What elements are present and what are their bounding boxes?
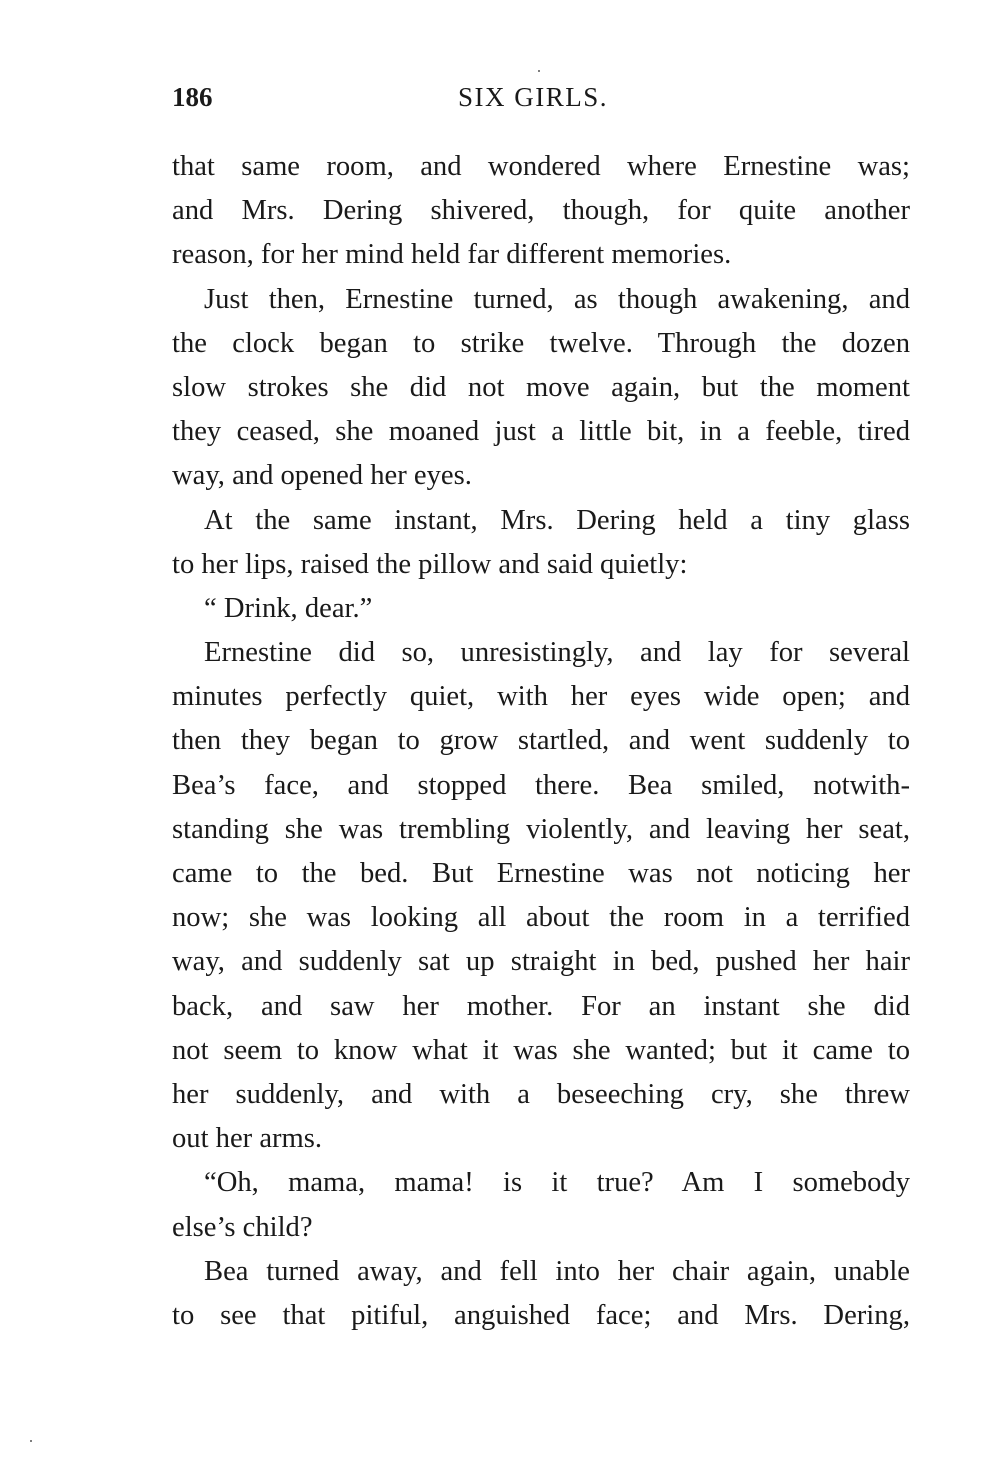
text-line: Bea turned away, and fell into her chair again, unable <box>204 1255 910 1287</box>
text-line: they ceased, she moaned just a little bit, in a feeble, tired <box>172 416 910 448</box>
text-line: back, and saw her mother. For an instant she did <box>172 990 910 1022</box>
text-line: not seem to know what it was she wanted; but it came to <box>172 1034 910 1066</box>
page-header <box>172 82 912 118</box>
text-line: Bea’s face, and stopped there. Bea smiled, notwith- <box>172 769 910 801</box>
text-line: came to the bed. But Ernestine was not noticing her <box>172 858 910 889</box>
scan-speck <box>538 70 540 72</box>
text-line: At the same instant, Mrs. Dering held a tiny glass <box>204 504 910 536</box>
text-line: slow strokes she did not move again, but the moment <box>172 371 910 403</box>
text-line: and Mrs. Dering shivered, though, for quite another <box>172 195 910 227</box>
text-line: Just then, Ernestine turned, as though awakening, and <box>204 283 910 315</box>
text-line: reason, for her mind held far different memories. <box>172 239 732 271</box>
text-line: out her arms. <box>172 1123 323 1155</box>
scan-speck <box>30 1440 32 1442</box>
page-number: 186 <box>172 82 213 112</box>
text-line: minutes perfectly quiet, with her eyes wide open; and <box>172 681 910 713</box>
text-line: way, and suddenly sat up straight in bed, pushed her hair <box>172 946 910 978</box>
text-line: else’s child? <box>172 1211 313 1243</box>
text-line: to her lips, raised the pillow and said quietly: <box>172 548 688 580</box>
text-line: now; she was looking all about the room in a terrified <box>172 902 910 934</box>
text-line: way, and opened her eyes. <box>172 460 472 492</box>
text-line: that same room, and wondered where Ernestine was; <box>172 151 910 182</box>
text-line: Ernestine did so, unresistingly, and lay for several <box>204 637 910 669</box>
text-line: standing she was trembling violently, and leaving her seat, <box>172 813 910 845</box>
running-head: SIX GIRLS. <box>458 82 609 112</box>
text-line: to see that pitiful, anguished face; and Mrs. Dering, <box>172 1299 910 1331</box>
body-text <box>172 145 910 1338</box>
text-line: “ Drink, dear.” <box>204 592 373 624</box>
text-line: “Oh, mama, mama! is it true? Am I somebody <box>204 1167 910 1199</box>
text-line: then they began to grow startled, and went suddenly to <box>172 725 910 757</box>
text-line: the clock began to strike twelve. Through the dozen <box>172 327 910 359</box>
text-line: her suddenly, and with a beseeching cry, she threw <box>172 1078 910 1110</box>
